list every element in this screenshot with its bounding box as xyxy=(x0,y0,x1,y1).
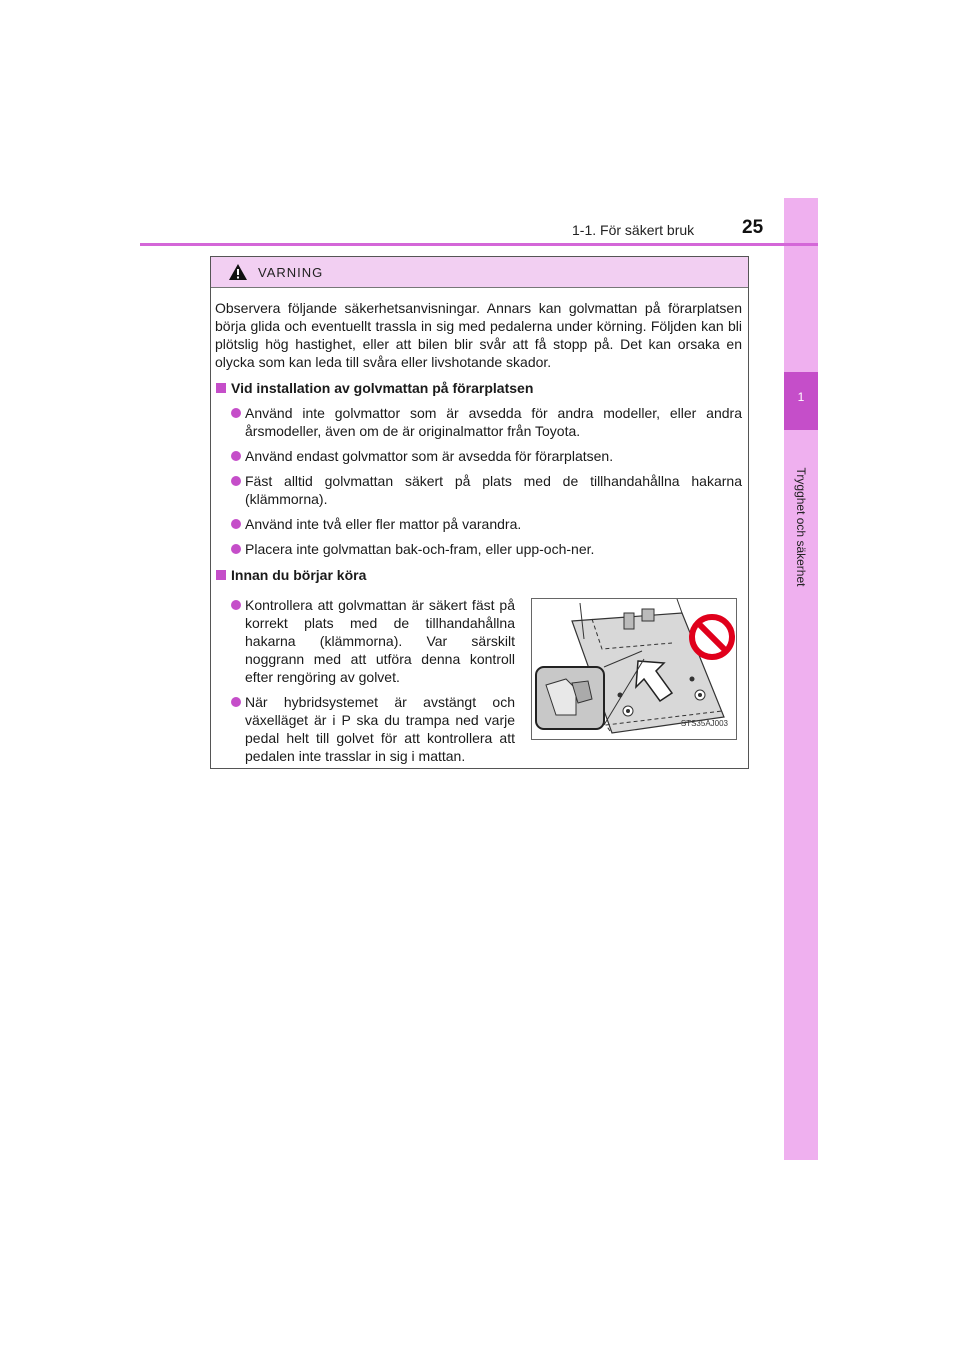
list-item xyxy=(215,540,742,558)
round-bullet-icon xyxy=(231,600,241,610)
list-item xyxy=(215,404,742,440)
warning-triangle-icon xyxy=(228,263,248,281)
section-heading-before-driving xyxy=(215,566,742,584)
square-bullet-icon xyxy=(216,383,226,393)
list-item-text: När hybridsystemet är avstängt och växelläget är i P ska du trampa ned varje pedal helt till golvet för att kontrollera att pedalen inte trasslar in sig i mattan. xyxy=(245,694,515,764)
list-item-text: Använd endast golvmattor som är avsedda för förarplatsen. xyxy=(245,448,614,464)
figure-code: STS35AJ003 xyxy=(680,719,728,728)
list-item-text: Placera inte golvmattan bak-och-fram, eller upp-och-ner. xyxy=(245,541,595,557)
section-heading-installation xyxy=(215,379,742,397)
list-item-text: Fäst alltid golvmattan säkert på plats med de tillhandahållna hakarna (klämmorna). xyxy=(245,473,742,507)
side-tab xyxy=(784,198,818,1160)
warning-intro: Observera följande säkerhetsanvisningar. Annars kan golvmattan på förarplatsen börja glida och eventuellt trassla in sig med pedalerna under körning. Följden kan bli plötslig hög hastighet, eller att bilen blir svår att få stopp på. Det kan orsaka en olycka som kan leda till svåra eller livshotande skador. xyxy=(215,300,742,370)
round-bullet-icon xyxy=(231,408,241,418)
floor-mat-illustration xyxy=(531,598,737,740)
warning-title: VARNING xyxy=(258,265,324,280)
list-item xyxy=(215,693,515,765)
square-bullet-icon xyxy=(216,570,226,580)
bullets-with-figure xyxy=(215,592,742,772)
bullet-column xyxy=(215,596,515,765)
list-item-text: Använd inte två eller fler mattor på varandra. xyxy=(245,516,522,532)
chapter-number: 1 xyxy=(797,390,805,404)
warning-header xyxy=(211,257,748,288)
list-item-text: Använd inte golvmattor som är avsedda för andra modeller, eller andra årsmodeller, även om de är originalmattor från Toyota. xyxy=(245,405,742,439)
list-item-text: Kontrollera att golvmattan är säkert fäst på korrekt plats med de tillhandahållna hakarna (klämmorna). Var särskilt noggrann med att utföra denna kontroll efter rengöring av golvet. xyxy=(245,597,515,685)
section-heading-text: Innan du börjar köra xyxy=(231,567,367,583)
round-bullet-icon xyxy=(231,476,241,486)
chapter-title: Trygghet och säkerhet xyxy=(794,467,808,587)
section-heading-text: Vid installation av golvmattan på förarplatsen xyxy=(231,380,534,396)
list-item xyxy=(215,515,742,533)
round-bullet-icon xyxy=(231,697,241,707)
list-item xyxy=(215,447,742,465)
header-rule xyxy=(140,243,818,246)
section-title: 1-1. För säkert bruk xyxy=(572,222,695,238)
round-bullet-icon xyxy=(231,451,241,461)
list-item xyxy=(215,472,742,508)
warning-body xyxy=(211,287,748,772)
round-bullet-icon xyxy=(231,519,241,529)
round-bullet-icon xyxy=(231,544,241,554)
list-item xyxy=(215,596,515,686)
page-number: 25 xyxy=(742,217,764,238)
warning-box xyxy=(210,256,749,769)
